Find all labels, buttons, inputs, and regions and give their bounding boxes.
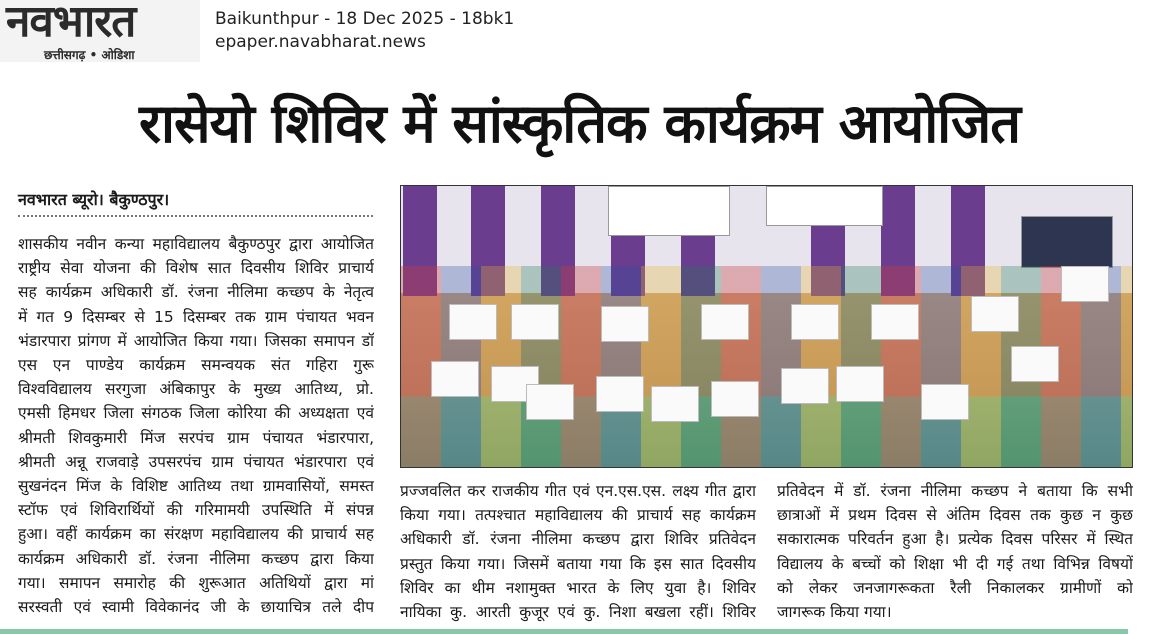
article-text-line: विश्वविद्यालय सरगुजा अंबिकापुर के मुख्य आतिथ्य, प्रो.	[18, 380, 374, 399]
article-text-line: अधिकारी डॉ. रंजना नीलिमा कच्छप द्वारा शिविर प्रतिवेदन	[400, 530, 756, 549]
article-text-line: जागरूक किया गया।	[777, 603, 892, 622]
article-photo	[400, 185, 1133, 468]
article-text-line: स्टॉफ एवं शिविरार्थियों की गरिमामयी उपस्थिति में संपन्न	[18, 501, 374, 520]
article-text-line: श्रीमती अन्नू राजवाड़े उपसरपंच ग्राम पंचायत भंडारपारा एवं	[18, 452, 374, 471]
byline-divider	[18, 215, 373, 217]
edition-line: Baikunthpur - 18 Dec 2025 - 18bk1	[215, 9, 515, 29]
article-text-line: कार्यक्रम अधिकारी डॉ. रंजना नीलिमा कच्छप द्वारा किया	[18, 549, 374, 568]
edition-info	[215, 8, 514, 54]
article-text-line: प्रज्जवलित कर राजकीय गीत एवं एन.एस.एस. लक्ष्य गीत द्वारा	[400, 482, 756, 500]
newspaper-logo	[0, 0, 200, 62]
article-text-line: सुखनंदन मिंज के विशिष्ट आतिथ्य तथा ग्रामवासियों, समस्त	[18, 477, 374, 496]
article-text-line: सरस्वती एवं स्वामी विवेकानंद जी के छायाचित्र तले दीप	[18, 598, 374, 617]
article-column-2	[400, 479, 756, 624]
article-text-line: एमसी हिमधर जिला संगठक जिला कोरिया की अध्यक्षता एवं	[18, 404, 374, 423]
article-column-1	[18, 232, 374, 619]
article-text-line: राष्ट्रीय सेवा योजना की विशेष सात दिवसीय शिविर प्राचार्य	[18, 259, 374, 278]
article-text-line: में गत 9 दिसम्बर से 15 दिसम्बर तक ग्राम पंचायत भवन	[18, 307, 374, 326]
article-text-line: को लेकर जनजागरूकता रैली निकालकर ग्रामीणों को	[777, 578, 1133, 597]
article-text-line: भंडारपारा प्रांगण में आयोजित किया गया। जिसका समापन डॉ	[18, 331, 374, 350]
article-headline: रासेयो शिविर में सांस्कृतिक कार्यक्रम आयोजित	[138, 92, 1021, 155]
article-text-line: शासकीय नवीन कन्या महाविद्यालय बैकुण्ठपुर द्वारा आयोजित	[18, 235, 374, 253]
article-text-line: विद्यालय के बच्चों को शिक्षा भी दी गई तथा विभिन्न विषयों	[777, 554, 1133, 573]
article-text-line: शिविर का थीम नशामुक्त भारत के लिए युवा है। शिविर	[400, 578, 756, 597]
article-text-line: एस एन पाण्डेय कार्यक्रम समन्वयक संत गहिरा गुरू	[18, 356, 374, 375]
article-column-3	[777, 479, 1133, 624]
article-text-line: छात्राओं में प्रथम दिवस से अंतिम दिवस तक कुछ न कुछ	[777, 506, 1133, 525]
article-text-line: सह कार्यक्रम अधिकारी डॉ. रंजना नीलिमा कच्छप के नेतृत्व	[18, 283, 374, 302]
article-text-line: प्रस्तुत किया गया। जिसमें बताया गया कि इस सात दिवसीय	[400, 554, 756, 573]
logo-subtitle: छत्तीसगढ़ • ओडिशा	[44, 48, 135, 62]
website-link[interactable]: epaper.navabharat.news	[215, 32, 426, 52]
byline: नवभारत ब्यूरो। बैकुण्ठपुर।	[18, 190, 170, 209]
article-text-line: किया गया। तत्पश्चात महाविद्यालय की प्राचार्य सह कार्यक्रम	[400, 506, 756, 525]
article-text-line: सकारात्मक परिवर्तन हुआ है। प्रत्येक दिवस परिसर में स्थित	[777, 530, 1133, 549]
bottom-rule	[0, 629, 1128, 634]
article-text-line: गया। समापन समारोह की शुरूआत अतिथियों द्वारा मां	[18, 573, 374, 592]
article-text-line: प्रतिवेदन में डॉ. रंजना नीलिमा कच्छप ने बताया कि सभी	[777, 482, 1133, 500]
article-text-line: हुआ। वहीं कार्यक्रम का संरक्षण महाविद्यालय की प्राचार्य सह	[18, 525, 374, 544]
logo-text: नवभारत	[6, 0, 136, 47]
article-text-line: नायिका कु. आरती कुजूर एवं कु. निशा बखला रहीं। शिविर	[400, 603, 756, 622]
article-text-line: श्रीमती शिवकुमारी मिंज सरपंच ग्राम पंचायत भंडारपारा,	[18, 428, 374, 447]
